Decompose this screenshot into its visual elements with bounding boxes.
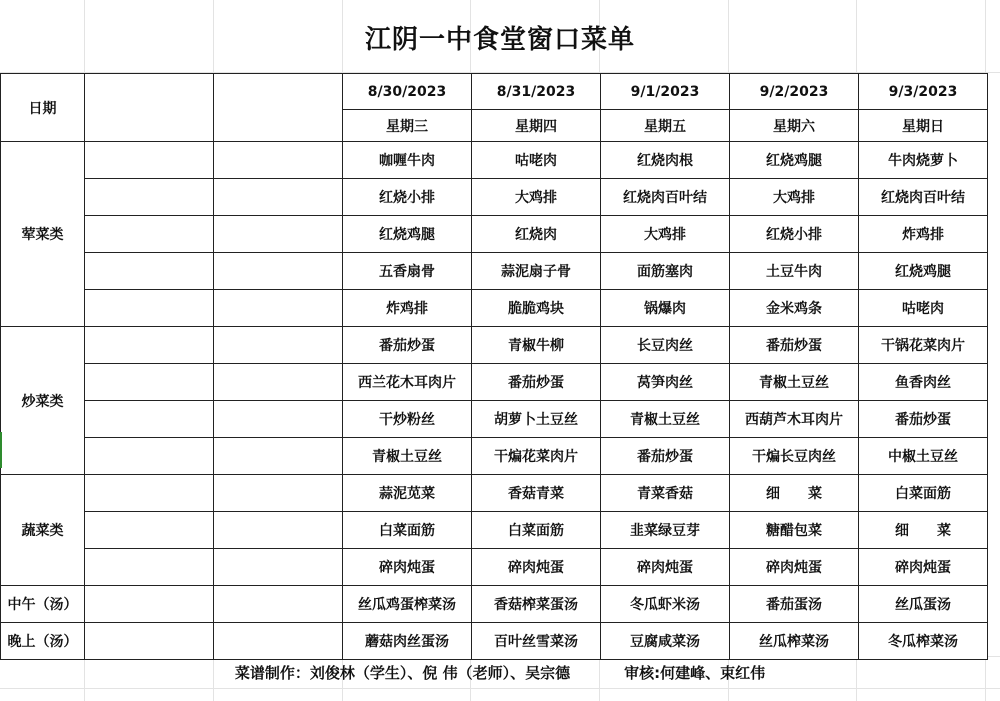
menu-table (0, 73, 988, 660)
footer-credits: 菜谱制作：刘俊林（学生）、倪 伟（老师）、吴宗德 (234, 663, 571, 682)
empty-cell (85, 253, 214, 290)
date-row (1, 74, 988, 110)
empty-cell (214, 179, 343, 216)
date-cell: 8/30/2023 (343, 74, 472, 110)
dish-cell: 咖喱牛肉 (343, 142, 472, 179)
dish-cell: 百叶丝雪菜汤 (472, 623, 601, 660)
footer-review: 审核:何建峰、束红伟 (624, 663, 766, 682)
dish-cell: 大鸡排 (472, 179, 601, 216)
dish-cell: 碎肉炖蛋 (601, 549, 730, 586)
weekday-cell: 星期六 (730, 110, 859, 142)
menu-row (1, 364, 988, 401)
category-cell: 炒菜类 (1, 327, 85, 475)
dish-cell: 番茄炒蛋 (472, 364, 601, 401)
dish-cell: 红烧小排 (343, 179, 472, 216)
menu-row (1, 253, 988, 290)
dish-cell: 干炒粉丝 (343, 401, 472, 438)
empty-cell (214, 475, 343, 512)
dish-cell: 番茄炒蛋 (730, 327, 859, 364)
empty-cell (214, 401, 343, 438)
menu-row (1, 475, 988, 512)
dish-cell: 西葫芦木耳肉片 (730, 401, 859, 438)
dish-cell: 西兰花木耳肉片 (343, 364, 472, 401)
menu-row (1, 549, 988, 586)
menu-row (1, 586, 988, 623)
dish-cell: 蒜泥扇子骨 (472, 253, 601, 290)
dish-cell: 青菜香菇 (601, 475, 730, 512)
empty-cell (85, 512, 214, 549)
dish-cell: 鱼香肉丝 (859, 364, 988, 401)
dish-cell: 红烧肉根 (601, 142, 730, 179)
empty-cell (214, 623, 343, 660)
empty-cell (214, 327, 343, 364)
empty-cell (85, 475, 214, 512)
dish-cell: 白菜面筋 (472, 512, 601, 549)
empty-cell (85, 586, 214, 623)
empty-cell (85, 74, 214, 142)
dish-cell: 香菇榨菜蛋汤 (472, 586, 601, 623)
dish-cell: 红烧肉百叶结 (859, 179, 988, 216)
empty-cell (85, 438, 214, 475)
empty-cell (214, 74, 343, 142)
dish-cell: 锅爆肉 (601, 290, 730, 327)
category-cell: 荤菜类 (1, 142, 85, 327)
dish-cell: 丝瓜榨菜汤 (730, 623, 859, 660)
dish-cell: 炸鸡排 (343, 290, 472, 327)
menu-row (1, 438, 988, 475)
dish-cell: 豆腐咸菜汤 (601, 623, 730, 660)
dish-cell: 莴笋肉丝 (601, 364, 730, 401)
dish-cell: 红烧肉百叶结 (601, 179, 730, 216)
empty-cell (85, 623, 214, 660)
dish-cell: 冬瓜榨菜汤 (859, 623, 988, 660)
dish-cell: 丝瓜蛋汤 (859, 586, 988, 623)
date-cell: 9/1/2023 (601, 74, 730, 110)
dish-cell: 炸鸡排 (859, 216, 988, 253)
empty-cell (85, 216, 214, 253)
dish-cell: 脆脆鸡块 (472, 290, 601, 327)
row-selection-marker (0, 432, 2, 468)
weekday-cell: 星期五 (601, 110, 730, 142)
menu-row (1, 512, 988, 549)
footer (0, 656, 1000, 688)
empty-cell (85, 549, 214, 586)
menu-row (1, 216, 988, 253)
dish-cell: 干锅花菜肉片 (859, 327, 988, 364)
dish-cell: 咕咾肉 (472, 142, 601, 179)
menu-title: 江阴一中食堂窗口菜单 (364, 24, 635, 55)
dish-cell: 牛肉烧萝卜 (859, 142, 988, 179)
menu-row (1, 327, 988, 364)
dish-cell: 红烧小排 (730, 216, 859, 253)
dish-cell: 冬瓜虾米汤 (601, 586, 730, 623)
empty-cell (85, 142, 214, 179)
dish-cell: 红烧鸡腿 (730, 142, 859, 179)
dish-cell: 干煸花菜肉片 (472, 438, 601, 475)
menu-row (1, 290, 988, 327)
empty-cell (85, 364, 214, 401)
empty-cell (214, 438, 343, 475)
menu-row (1, 142, 988, 179)
dish-cell: 长豆肉丝 (601, 327, 730, 364)
dish-cell: 蘑菇肉丝蛋汤 (343, 623, 472, 660)
dish-cell: 青椒土豆丝 (343, 438, 472, 475)
dish-cell: 青椒牛柳 (472, 327, 601, 364)
dish-cell: 金米鸡条 (730, 290, 859, 327)
empty-cell (214, 253, 343, 290)
empty-cell (85, 327, 214, 364)
dish-cell: 五香扇骨 (343, 253, 472, 290)
empty-cell (214, 290, 343, 327)
dish-cell: 青椒土豆丝 (601, 401, 730, 438)
dish-cell: 红烧肉 (472, 216, 601, 253)
dish-cell: 丝瓜鸡蛋榨菜汤 (343, 586, 472, 623)
date-header: 日期 (1, 74, 85, 142)
menu-row (1, 401, 988, 438)
empty-cell (214, 364, 343, 401)
dish-cell: 大鸡排 (730, 179, 859, 216)
dish-cell: 碎肉炖蛋 (343, 549, 472, 586)
empty-cell (85, 401, 214, 438)
weekday-cell: 星期日 (859, 110, 988, 142)
empty-cell (214, 216, 343, 253)
dish-cell: 细 菜 (859, 512, 988, 549)
dish-cell: 香菇青菜 (472, 475, 601, 512)
empty-cell (85, 179, 214, 216)
category-cell: 晚上（汤） (1, 623, 85, 660)
dish-cell: 红烧鸡腿 (343, 216, 472, 253)
category-cell: 中午（汤） (1, 586, 85, 623)
category-cell: 蔬菜类 (1, 475, 85, 586)
dish-cell: 糖醋包菜 (730, 512, 859, 549)
dish-cell: 大鸡排 (601, 216, 730, 253)
menu-row (1, 623, 988, 660)
empty-cell (214, 142, 343, 179)
dish-cell: 番茄蛋汤 (730, 586, 859, 623)
dish-cell: 白菜面筋 (343, 512, 472, 549)
dish-cell: 咕咾肉 (859, 290, 988, 327)
dish-cell: 碎肉炖蛋 (472, 549, 601, 586)
dish-cell: 红烧鸡腿 (859, 253, 988, 290)
dish-cell: 韭菜绿豆芽 (601, 512, 730, 549)
dish-cell: 干煸长豆肉丝 (730, 438, 859, 475)
dish-cell: 碎肉炖蛋 (859, 549, 988, 586)
dish-cell: 番茄炒蛋 (601, 438, 730, 475)
date-cell: 8/31/2023 (472, 74, 601, 110)
dish-cell: 细 菜 (730, 475, 859, 512)
dish-cell: 面筋塞肉 (601, 253, 730, 290)
dish-cell: 蒜泥苋菜 (343, 475, 472, 512)
date-cell: 9/3/2023 (859, 74, 988, 110)
dish-cell: 番茄炒蛋 (343, 327, 472, 364)
menu-row (1, 179, 988, 216)
empty-cell (214, 549, 343, 586)
date-cell: 9/2/2023 (730, 74, 859, 110)
dish-cell: 番茄炒蛋 (859, 401, 988, 438)
empty-cell (214, 512, 343, 549)
weekday-cell: 星期四 (472, 110, 601, 142)
gridline (0, 688, 1000, 689)
empty-cell (85, 290, 214, 327)
dish-cell: 胡萝卜土豆丝 (472, 401, 601, 438)
dish-cell: 碎肉炖蛋 (730, 549, 859, 586)
dish-cell: 土豆牛肉 (730, 253, 859, 290)
dish-cell: 青椒土豆丝 (730, 364, 859, 401)
dish-cell: 中椒土豆丝 (859, 438, 988, 475)
weekday-cell: 星期三 (343, 110, 472, 142)
dish-cell: 白菜面筋 (859, 475, 988, 512)
empty-cell (214, 586, 343, 623)
